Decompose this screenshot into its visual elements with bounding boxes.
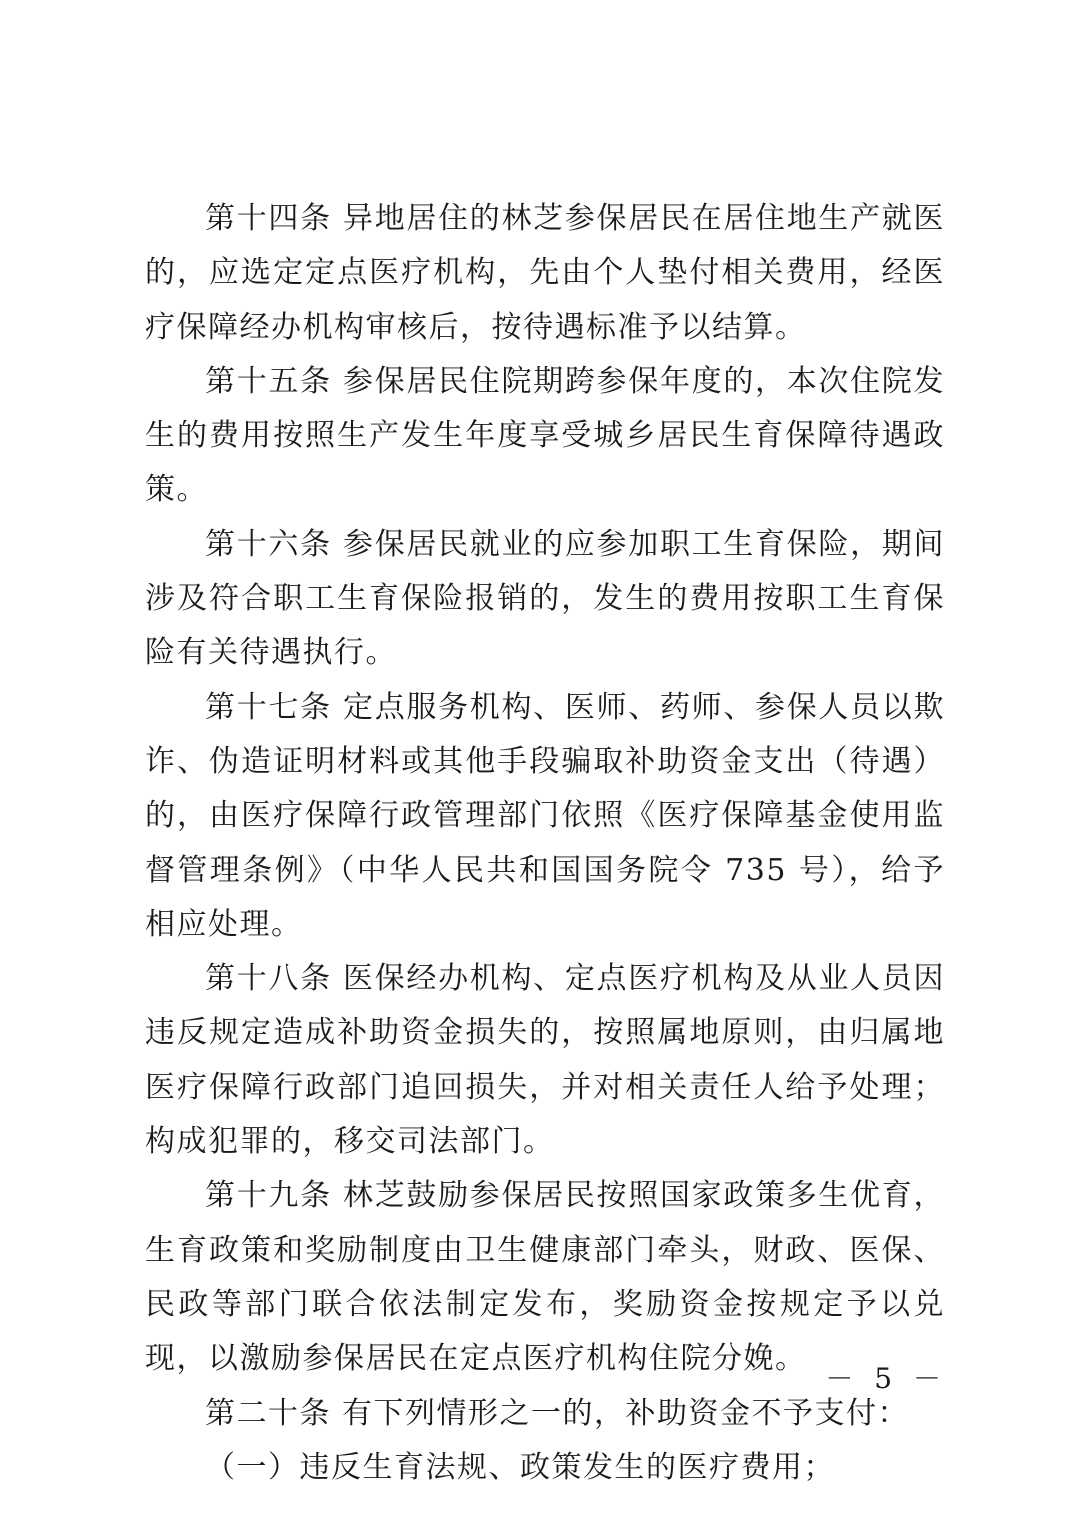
article-20-item-1: （一）违反生育法规、政策发生的医疗费用； [205,1449,835,1485]
article-14-paragraph: 第十四条 异地居住的林芝参保居民在居住地生产就医的，应选定定点医疗机构，先由个人垫付相关费用，经医疗保障经办机构审核后，按待遇标准予以结算。 [145,201,945,345]
article-16-paragraph: 第十六条 参保居民就业的应参加职工生育保险，期间涉及符合职工生育保险报销的，发生的费用按职工生育保险有关待遇执行。 [145,526,945,671]
article-15-paragraph: 第十五条 参保居民住院期跨参保年度的，本次住院发生的费用按照生产发生年度享受城乡居民生育保障待遇政策。 [145,363,945,508]
article-18-paragraph: 第十八条 医保经办机构、定点医疗机构及从业人员因违反规定造成补助资金损失的，按照属地原则，由归属地医疗保障行政部门追回损失，并对相关责任人给予处理；构成犯罪的，移交司法部门。 [145,961,945,1160]
article-20-paragraph: 第二十条 有下列情形之一的，补助资金不予支付： [205,1395,910,1431]
page-number: － 5 － [825,1362,947,1395]
article-17-paragraph: 第十七条 定点服务机构、医师、药师、参保人员以欺诈、伪造证明材料或其他手段骗取补助资金支出（待遇）的，由医疗保障行政管理部门依照《医疗保障基金使用监督管理条例》（中华人民共和国国务院令 735 号），给予相应处理。 [145,689,945,942]
article-19-paragraph: 第十九条 林芝鼓励参保居民按照国家政策多生优育，生育政策和奖励制度由卫生健康部门牵头，财政、医保、民政等部门联合依法制定发布，奖励资金按规定予以兑现，以激励参保居民在定点医疗机构住院分娩。 [145,1178,945,1377]
document-body [145,192,945,1495]
